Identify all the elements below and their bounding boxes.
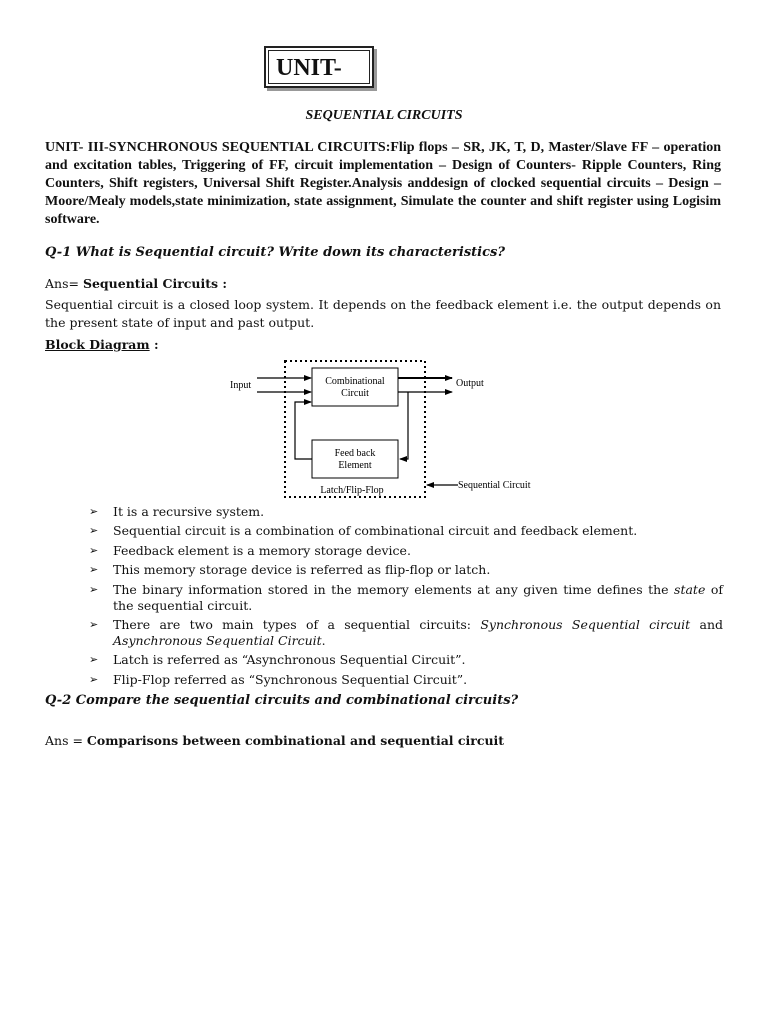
list-item: ➢ There are two main types of a sequential circuits: Synchronous Sequential circuit and Asynchronous Sequential Circuit. bbox=[89, 616, 723, 648]
combinational-label-1: Combinational bbox=[325, 376, 385, 387]
sequential-label: Sequential Circuit bbox=[458, 480, 531, 491]
question-1: Q-1 What is Sequential circuit? Write down its characteristics? bbox=[45, 245, 505, 260]
block-diagram-colon: : bbox=[149, 337, 159, 352]
list-item: ➢ Sequential circuit is a combination of combinational circuit and feedback element. bbox=[89, 523, 638, 539]
block-diagram bbox=[225, 355, 550, 505]
arrow-bullet-icon: ➢ bbox=[89, 582, 99, 596]
block-diagram-title: Block Diagram bbox=[45, 337, 150, 352]
syllabus-paragraph: UNIT- III-SYNCHRONOUS SEQUENTIAL CIRCUITS:Flip flops – SR, JK, T, D, Master/Slave FF – operation and excitation tables, Triggering of FF, circuit implementation – Design of Counters- Ripple Counters, Ring Counters, Shift registers, Universal Shift Register.Analysis anddesign of clocked sequential circuits – Design – Moore/Mealy models,state minimization, state assignment, Simulate the counter and shift register using Logisim software. bbox=[45, 140, 721, 227]
output-label: Output bbox=[456, 378, 484, 389]
arrow-bullet-icon: ➢ bbox=[89, 617, 99, 631]
list-item: ➢ Flip-Flop referred as “Synchronous Sequential Circuit”. bbox=[89, 671, 468, 687]
list-item: ➢ This memory storage device is referred as flip-flop or latch. bbox=[89, 562, 491, 578]
list-item: ➢ Latch is referred as “Asynchronous Sequential Circuit”. bbox=[89, 652, 466, 668]
feedback-label-1: Feed back bbox=[334, 448, 376, 459]
arrow-bullet-icon: ➢ bbox=[89, 653, 99, 667]
answer-prefix: Ans= bbox=[45, 276, 79, 291]
feedback-path-right bbox=[400, 392, 408, 459]
combinational-box bbox=[312, 368, 398, 406]
answer-title: Comparisons between combinational and sequential circuit bbox=[86, 733, 505, 748]
answer-2-heading bbox=[45, 732, 721, 750]
feedback-label-2: Element bbox=[338, 460, 372, 471]
answer-title: Sequential Circuits : bbox=[82, 276, 228, 291]
arrow-bullet-icon: ➢ bbox=[89, 524, 99, 538]
answer-prefix: Ans = bbox=[45, 733, 87, 748]
arrow-bullet-icon: ➢ bbox=[89, 543, 99, 557]
list-item: ➢ Feedback element is a memory storage device. bbox=[89, 542, 411, 558]
list-item: ➢ It is a recursive system. bbox=[89, 504, 265, 519]
arrow-bullet-icon: ➢ bbox=[89, 672, 99, 686]
list-item: ➢ The binary information stored in the memory elements at any given time defines the state of the sequential circuit. bbox=[89, 581, 723, 613]
unit-title-box bbox=[264, 46, 374, 88]
definition-paragraph: Sequential circuit is a closed loop system. It depends on the feedback element i.e. the output depends on the present state of input and past output. bbox=[45, 297, 721, 330]
block-diagram-label bbox=[45, 336, 721, 354]
feedback-box bbox=[312, 440, 398, 478]
combinational-label-2: Circuit bbox=[341, 388, 369, 399]
characteristics-list bbox=[89, 504, 723, 691]
question-2: Q-2 Compare the sequential circuits and combinational circuits? bbox=[45, 693, 519, 708]
section-subtitle: SEQUENTIAL CIRCUITS bbox=[305, 108, 463, 123]
latch-label: Latch/Flip-Flop bbox=[320, 485, 384, 496]
unit-title: UNIT- bbox=[276, 55, 342, 81]
arrow-bullet-icon: ➢ bbox=[89, 505, 99, 518]
arrow-bullet-icon: ➢ bbox=[89, 563, 99, 577]
feedback-path-left bbox=[295, 402, 312, 459]
answer-1-heading bbox=[45, 275, 721, 293]
input-label: Input bbox=[230, 380, 252, 391]
